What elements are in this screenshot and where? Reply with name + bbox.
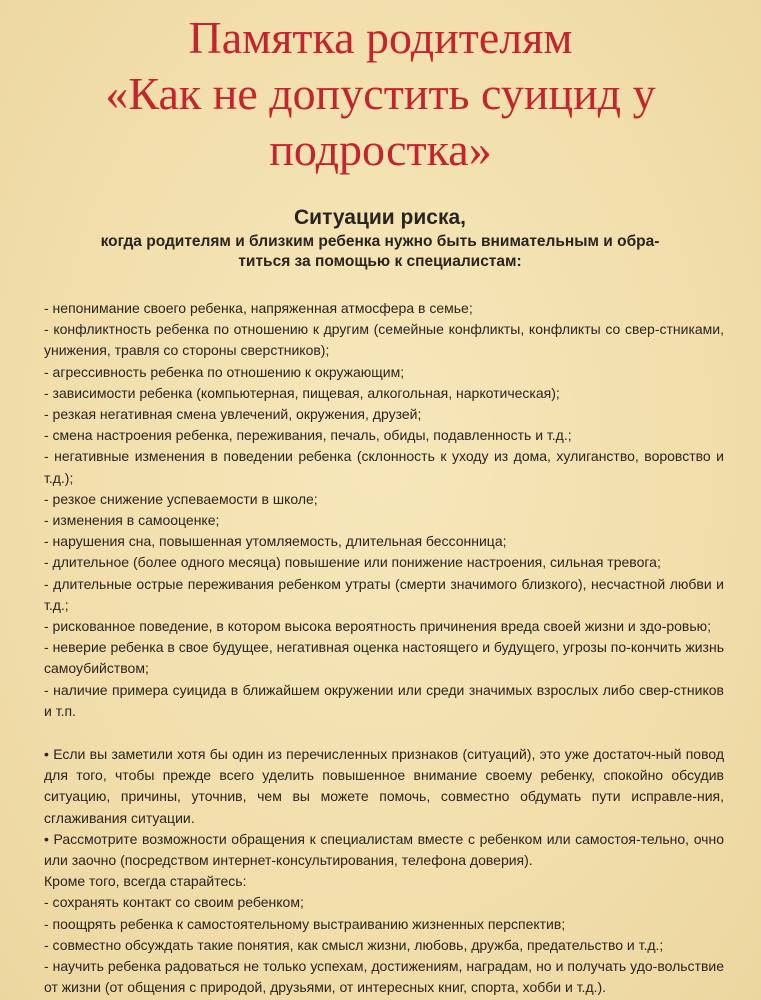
advice-paragraph-2: • Рассмотрите возможности обращения к специалистам вместе с ребенком или самостоя-тельно, очно или заочно (посредством интернет-консультирования, телефона доверия). — [44, 830, 724, 869]
list-item: - нарушения сна, повышенная утомляемость, длительная бессонница; — [44, 533, 507, 550]
list-item: - агрессивность ребенка по отношению к окружающим; — [44, 363, 405, 380]
heading-line-2: когда родителям и близким ребенка нужно быть внимательным и обра- — [100, 233, 660, 250]
list-item: - изменения в самооценке; — [44, 512, 220, 529]
title-line-3: подростка» — [269, 124, 492, 175]
list-item: - непонимание своего ребенка, напряженная атмосфера в семье; — [44, 300, 473, 316]
title-line-2: «Как не допустить суицид у — [105, 68, 656, 119]
page-title — [0, 10, 761, 178]
advice-section — [34, 744, 724, 998]
list-item: - длительные острые переживания ребенком утраты (смерти значимого близкого), несчастной любви и т.д.; — [44, 575, 724, 613]
advice-intro: Кроме того, всегда старайтесь: — [44, 873, 247, 890]
list-item: - рискованное поведение, в котором высока вероятность причинения вреда своей жизни и здо-ровью; — [44, 618, 712, 635]
list-item: - смена настроения ребенка, переживания, печаль, обиды, подавленность и т.д.; — [44, 427, 572, 444]
list-item: - длительное (более одного месяца) повышение или понижение настроения, сильная тревога; — [44, 554, 661, 571]
heading-line-3: титься за помощью к специалистам: — [238, 253, 522, 270]
title-line-1: Памятка родителям — [188, 12, 573, 63]
list-item: - резкое снижение успеваемости в школе; — [44, 490, 318, 507]
list-item: - совместно обсуждать такие понятия, как смысл жизни, любовь, дружба, предательство и т.д.; — [44, 936, 664, 953]
risk-list — [34, 298, 724, 722]
list-item: - негативные изменения в поведении ребенка (склонность к уходу из дома, хулиганство, воровство и т.д.); — [44, 448, 724, 486]
advice-paragraph-1: • Если вы заметили хотя бы один из перечисленных признаков (ситуаций), это уже достаточ-ный повод для того, чтобы прежде всего уделить повышенное внимание своему ребенку, спокойно обсудив ситуацию, причины, уточнив, чем вы можете помочь, совместно обдумать пути исправле-ния, сглаживания ситуации. — [44, 746, 724, 826]
section-heading — [20, 204, 740, 272]
list-item: - научить ребенка радоваться не только успехам, достижениям, наградам, но и получать удо-вольствие от жизни (от общения с природой, друзьями, от интересных книг, спорта, хобби и т.д.). — [44, 958, 724, 996]
list-item: - резкая негативная смена увлечений, окружения, друзей; — [44, 406, 422, 423]
list-item: - зависимости ребенка (компьютерная, пищевая, алкогольная, наркотическая); — [44, 384, 560, 401]
heading-line-1: Ситуации риска, — [294, 206, 466, 229]
list-item: - поощрять ребенка к самостоятельному выстраиванию жизненных перспектив; — [44, 915, 566, 932]
list-item: - сохранять контакт со своим ребенком; — [44, 894, 304, 911]
list-item: - наличие примера суицида в ближайшем окружении или среди значимых взрослых либо свер-стников и т.п. — [44, 681, 724, 719]
list-item: - конфликтность ребенка по отношению к другим (семейные конфликты, конфликты со свер-стниками, унижения, травля со стороны сверстников); — [44, 321, 724, 359]
list-item: - неверие ребенка в свое будущее, негативная оценка настоящего и будущего, угрозы по-кончить жизнь самоубийством; — [44, 639, 724, 677]
